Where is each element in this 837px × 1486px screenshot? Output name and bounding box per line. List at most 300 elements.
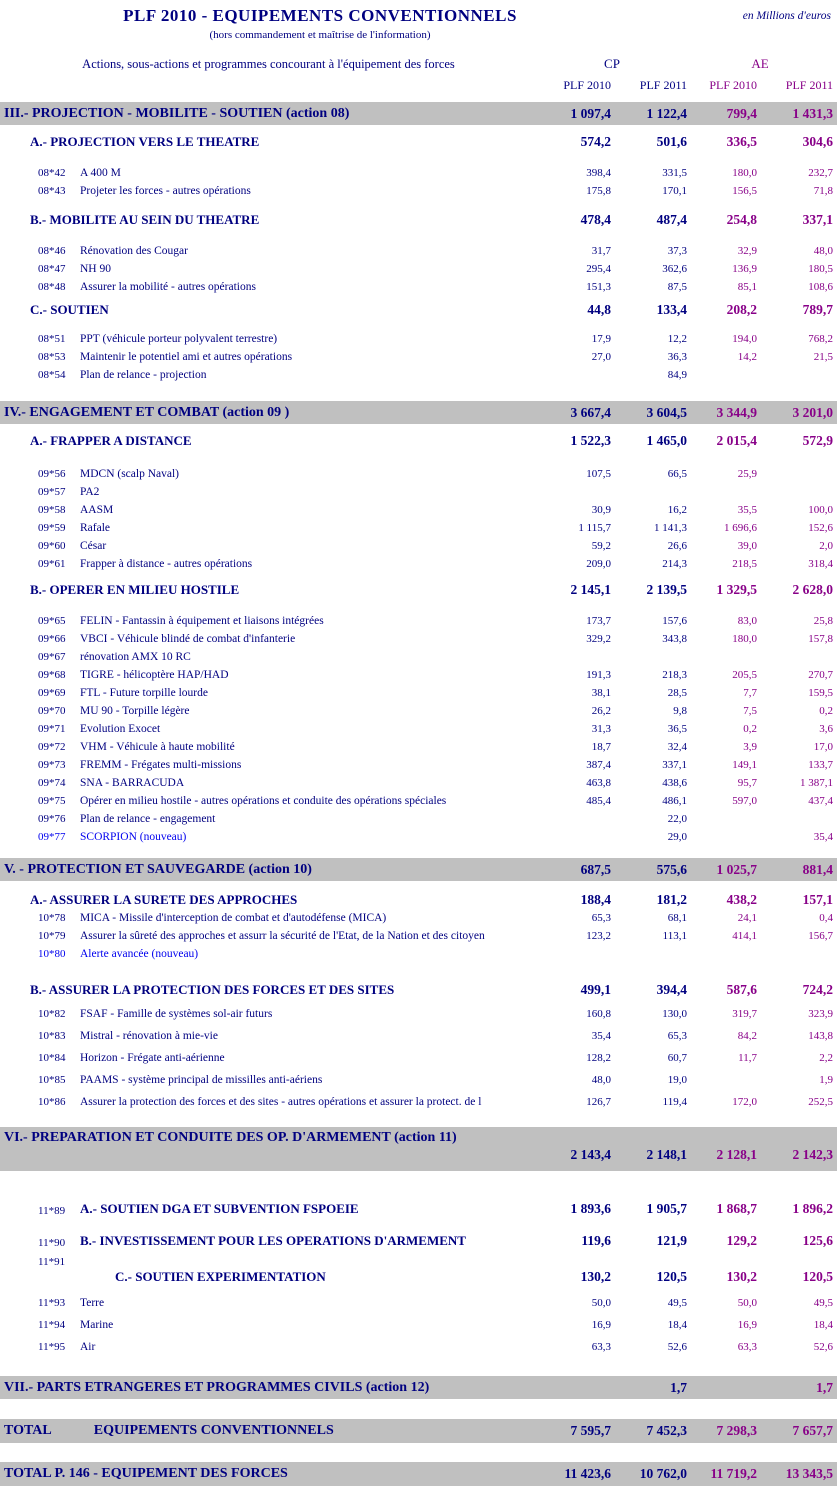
- column-group-header: [0, 56, 837, 72]
- row-spacer: [0, 1443, 837, 1462]
- value-c3-row59: 172,0: [732, 1096, 757, 1108]
- value-c3-row15: 194,0: [732, 333, 757, 345]
- program-row: [0, 756, 837, 774]
- row-label-cell: [0, 1466, 537, 1482]
- value-c4-row77: 13 343,5: [785, 1466, 833, 1481]
- row-label: B.- ASSURER LA PROTECTION DES FORCES ET DES SITES: [30, 982, 395, 997]
- program-row: [0, 242, 837, 260]
- value-c2-row50: 113,1: [662, 930, 687, 942]
- value-c2-row4: 331,5: [662, 167, 687, 179]
- row-spacer: [0, 384, 837, 401]
- program-row: [0, 164, 837, 182]
- subsection-row: [0, 133, 837, 151]
- row-label-cell: [0, 1201, 537, 1217]
- value-c1-row35: 191,3: [586, 669, 611, 681]
- program-code: 08*53: [38, 351, 66, 363]
- value-c3-row7: 254,8: [726, 212, 757, 227]
- row-spacer: [0, 1113, 837, 1127]
- row-label-cell: [0, 1341, 537, 1353]
- program-code: 09*67: [38, 651, 66, 663]
- row-spacer: [0, 450, 837, 465]
- row-label-cell: [0, 1297, 537, 1309]
- value-c1-row15: 17,9: [591, 333, 611, 345]
- value-c2-row33: 343,8: [662, 633, 687, 645]
- value-c3-row56: 84,2: [737, 1030, 757, 1042]
- value-c3-row2: 336,5: [726, 134, 757, 149]
- section-header-row: [0, 1462, 837, 1486]
- row-label-cell: [0, 582, 537, 598]
- program-row: [0, 1314, 837, 1336]
- value-c4-row70: 18,4: [813, 1319, 833, 1331]
- row-label: III.- PROJECTION - MOBILITE - SOUTIEN (action 08): [4, 105, 350, 121]
- value-c3-row77: 11 719,2: [710, 1466, 757, 1481]
- row-label-cell: [0, 1096, 537, 1108]
- value-c1-row59: 126,7: [586, 1096, 611, 1108]
- value-c3-row9: 32,9: [737, 245, 757, 257]
- value-c1-row25: 30,9: [591, 504, 611, 516]
- value-c3-row16: 14,2: [737, 351, 757, 363]
- row-label: A.- FRAPPER A DISTANCE: [30, 433, 192, 448]
- row-label-cell: [0, 185, 537, 197]
- value-c2-row23: 66,5: [667, 468, 687, 480]
- col-header-ae-plf2011: PLF 2011: [785, 78, 833, 92]
- value-c4-row19: 3 201,0: [792, 404, 833, 420]
- row-label: MU 90 - Torpille légère: [80, 705, 190, 717]
- value-c3-row53: 587,6: [726, 982, 757, 997]
- value-c4-row5: 71,8: [813, 185, 833, 197]
- row-label-cell: [0, 831, 537, 843]
- row-label-cell: [0, 669, 537, 681]
- row-label-cell: [0, 433, 537, 449]
- row-label-cell: [0, 1380, 537, 1396]
- value-c1-row16: 27,0: [591, 351, 611, 363]
- program-code: 09*61: [38, 558, 66, 570]
- program-code: 09*72: [38, 741, 66, 753]
- value-c1-row26: 1 115,7: [578, 522, 611, 534]
- program-code: 09*58: [38, 504, 66, 516]
- row-label-cell: [0, 245, 537, 257]
- section-title: VI.- PREPARATION ET CONDUITE DES OP. D'ARMEMENT (action 11): [4, 1130, 457, 1145]
- row-label-cell: [0, 369, 537, 381]
- value-c4-row38: 3,6: [819, 723, 833, 735]
- value-c3-row65: 129,2: [726, 1233, 757, 1248]
- value-c2-row39: 32,4: [667, 741, 687, 753]
- program-code: 09*66: [38, 633, 66, 645]
- value-c4-row49: 0,4: [819, 912, 833, 924]
- value-c4-row4: 232,7: [808, 167, 833, 179]
- value-c2-row48: 181,2: [656, 892, 687, 907]
- value-c4-row46: 881,4: [802, 861, 833, 877]
- program-code: 10*82: [38, 1008, 66, 1020]
- program-code: 11*94: [38, 1319, 66, 1331]
- value-c1-row10: 295,4: [586, 263, 611, 275]
- program-row: [0, 366, 837, 384]
- value-c3-row33: 180,0: [732, 633, 757, 645]
- row-spacer: [0, 151, 837, 164]
- row-label: A.- PROJECTION VERS LE THEATRE: [30, 134, 260, 149]
- actions-column-label: Actions, sous-actions et programmes concourant à l'équipement des forces: [82, 56, 455, 71]
- value-c4-row25: 100,0: [808, 504, 833, 516]
- value-c2-row42: 486,1: [662, 795, 687, 807]
- value-c2-row56: 65,3: [667, 1030, 687, 1042]
- subsection-row: [0, 432, 837, 450]
- value-c4-row11: 108,6: [808, 281, 833, 293]
- value-c3-row35: 205,5: [732, 669, 757, 681]
- value-c3-row32: 83,0: [737, 615, 757, 627]
- value-c2-row70: 18,4: [667, 1319, 687, 1331]
- row-label: Air: [80, 1341, 96, 1353]
- program-code: 11*95: [38, 1341, 66, 1353]
- value-c4-row30: 2 628,0: [792, 582, 833, 597]
- program-row: [0, 1003, 837, 1025]
- row-label-cell: [0, 281, 537, 293]
- row-label: Maintenir le potentiel ami et autres opérations: [80, 351, 293, 363]
- program-row: [0, 666, 837, 684]
- value-c2-row75: 7 452,3: [646, 1423, 687, 1438]
- row-label-cell: [0, 351, 537, 363]
- value-c3-row27: 39,0: [737, 540, 757, 552]
- row-label-cell: [0, 558, 537, 570]
- value-c3-row46: 1 025,7: [716, 861, 757, 877]
- program-code: 10*84: [38, 1052, 66, 1064]
- row-label-cell: [0, 405, 537, 421]
- value-c3-row71: 63,3: [737, 1341, 757, 1353]
- row-spacer: [0, 1358, 837, 1376]
- value-c4-row10: 180,5: [808, 263, 833, 275]
- value-c4-row73: 1,7: [816, 1379, 833, 1395]
- subsection-row: [0, 211, 837, 229]
- section-values: [0, 1147, 837, 1163]
- unit-label: en Millions d'euros: [742, 10, 831, 22]
- value-c2-row67: 120,5: [656, 1269, 687, 1284]
- value-c3-row75: 7 298,3: [716, 1423, 757, 1438]
- row-label-cell: [0, 1423, 537, 1439]
- value-c4-row75: 7 657,7: [792, 1423, 833, 1438]
- row-label: NH 90: [80, 263, 111, 275]
- program-row: [0, 330, 837, 348]
- value-c1-row46: 687,5: [580, 861, 611, 877]
- row-label: Marine: [80, 1319, 114, 1331]
- program-code: 11*89: [38, 1205, 66, 1217]
- value-c2-row46: 575,6: [656, 861, 687, 877]
- row-label: César: [80, 540, 107, 552]
- program-code: 09*75: [38, 795, 66, 807]
- value-c1-row36: 38,1: [591, 687, 611, 699]
- section-header-row: [0, 102, 837, 125]
- program-row: [0, 774, 837, 792]
- row-label-cell: [0, 912, 537, 924]
- value-c2-row41: 438,6: [662, 777, 687, 789]
- value-c3-row70: 16,9: [737, 1319, 757, 1331]
- value-c1-row0: 1 097,4: [570, 105, 611, 121]
- column-headers-plf: [0, 78, 837, 93]
- value-c4-row59: 252,5: [808, 1096, 833, 1108]
- value-c2-row77: 10 762,0: [639, 1466, 687, 1481]
- value-c1-row21: 1 522,3: [570, 433, 611, 448]
- row-label: Frapper à distance - autres opérations: [80, 558, 253, 570]
- section-header-row: [0, 1127, 837, 1171]
- value-c1-row67: 130,2: [580, 1269, 611, 1284]
- value-c1-row77: 11 423,6: [564, 1466, 611, 1481]
- value-c2-row19: 3 604,5: [646, 404, 687, 420]
- row-label: AASM: [80, 504, 114, 516]
- value-c4-row36: 159,5: [808, 687, 833, 699]
- row-label: SNA - BARRACUDA: [80, 777, 185, 789]
- program-code: 08*43: [38, 185, 66, 197]
- row-label-cell: [0, 540, 537, 552]
- value-c2-row65: 121,9: [656, 1233, 687, 1248]
- page-title: PLF 2010 - EQUIPEMENTS CONVENTIONNELS: [123, 6, 517, 25]
- row-label: B.- MOBILITE AU SEIN DU THEATRE: [30, 212, 260, 227]
- value-c1-row49: 65,3: [591, 912, 611, 924]
- code-only-row: [0, 1251, 837, 1267]
- program-code: 08*48: [38, 281, 66, 293]
- subsection-row: [0, 891, 837, 909]
- row-label-cell: [0, 615, 537, 627]
- row-label-cell: [0, 1233, 537, 1249]
- value-c4-row13: 789,7: [802, 302, 833, 317]
- program-row: [0, 1336, 837, 1358]
- value-c2-row28: 214,3: [662, 558, 687, 570]
- value-c4-row7: 337,1: [802, 212, 833, 227]
- row-label-cell: [0, 106, 537, 122]
- row-spacer: [0, 125, 837, 133]
- value-c4-row55: 323,9: [808, 1008, 833, 1020]
- row-label-cell: [0, 504, 537, 516]
- row-label: A.- ASSURER LA SURETE DES APPROCHES: [30, 892, 298, 907]
- value-c4-row71: 52,6: [813, 1341, 833, 1353]
- value-c2-row5: 170,1: [662, 185, 687, 197]
- value-c1-row70: 16,9: [591, 1319, 611, 1331]
- group-header-ae: AE: [751, 56, 769, 71]
- value-c2-row25: 16,2: [667, 504, 687, 516]
- program-code: 09*70: [38, 705, 66, 717]
- row-spacer: [0, 424, 837, 432]
- value-c3-row42: 597,0: [732, 795, 757, 807]
- program-row: [0, 684, 837, 702]
- value-c1-row2: 574,2: [580, 134, 611, 149]
- value-c1-row55: 160,8: [586, 1008, 611, 1020]
- value-c1-row42: 485,4: [586, 795, 611, 807]
- row-label: Assurer la mobilité - autres opérations: [80, 281, 256, 293]
- value-c4-row27: 2,0: [819, 540, 833, 552]
- row-label-cell: [0, 759, 537, 771]
- value-c2-row58: 19,0: [667, 1074, 687, 1086]
- row-label: VBCI - Véhicule blindé de combat d'infanterie: [80, 633, 296, 645]
- row-label-cell: [0, 930, 537, 942]
- row-label: Assurer la protection des forces et des sites - autres opérations et assurer la protect. de l: [80, 1096, 482, 1108]
- value-c2-row40: 337,1: [662, 759, 687, 771]
- program-code: 08*46: [38, 245, 66, 257]
- program-row: [0, 1025, 837, 1047]
- col-header-cp-plf2010: PLF 2010: [563, 78, 611, 92]
- value-c1-row7: 478,4: [580, 212, 611, 227]
- value-c1-row63: 1 893,6: [570, 1201, 611, 1216]
- program-code: 09*71: [38, 723, 66, 735]
- program-code: 09*68: [38, 669, 66, 681]
- program-row: [0, 810, 837, 828]
- code-cell: [0, 1250, 833, 1268]
- row-label-cell: [0, 1269, 537, 1285]
- value-c4-row39: 17,0: [813, 741, 833, 753]
- row-spacer: [0, 319, 837, 330]
- row-label: PA2: [80, 486, 100, 498]
- program-row: [0, 537, 837, 555]
- row-label: A.- SOUTIEN DGA ET SUBVENTION FSPOEIE: [80, 1201, 359, 1216]
- value-c3-row39: 3,9: [743, 741, 757, 753]
- value-c2-row61: 2 148,1: [646, 1147, 687, 1162]
- row-label: B.- OPERER EN MILIEU HOSTILE: [30, 582, 240, 597]
- program-row: [0, 519, 837, 537]
- row-label: MICA - Missile d'interception de combat et d'autodéfense (MICA): [80, 912, 387, 924]
- value-c3-row4: 180,0: [732, 167, 757, 179]
- value-c4-row2: 304,6: [802, 134, 833, 149]
- col-header-ae-plf2010: PLF 2010: [709, 78, 757, 92]
- value-c3-row38: 0,2: [743, 723, 757, 735]
- value-c2-row53: 394,4: [656, 982, 687, 997]
- row-label: MDCN (scalp Naval): [80, 468, 180, 480]
- value-c3-row49: 24,1: [737, 912, 757, 924]
- value-c2-row0: 1 122,4: [646, 105, 687, 121]
- value-c3-row26: 1 696,6: [724, 522, 757, 534]
- value-c4-row65: 125,6: [802, 1233, 833, 1248]
- value-c1-row23: 107,5: [586, 468, 611, 480]
- value-c3-row40: 149,1: [732, 759, 757, 771]
- value-c4-row35: 270,7: [808, 669, 833, 681]
- value-c2-row69: 49,5: [667, 1297, 687, 1309]
- value-c2-row37: 9,8: [673, 705, 687, 717]
- value-c1-row19: 3 667,4: [570, 404, 611, 420]
- subsection-row: [0, 1231, 837, 1251]
- program-code: 09*56: [38, 468, 66, 480]
- value-c3-row48: 438,2: [726, 892, 757, 907]
- value-c3-row57: 11,7: [738, 1052, 757, 1064]
- value-c4-row42: 437,4: [808, 795, 833, 807]
- program-row: [0, 483, 837, 501]
- subsection-row: [0, 1199, 837, 1219]
- value-c2-row43: 22,0: [667, 813, 687, 825]
- value-c3-row21: 2 015,4: [716, 433, 757, 448]
- row-label-cell: [0, 705, 537, 717]
- value-c2-row7: 487,4: [656, 212, 687, 227]
- program-code: 10*79: [38, 930, 66, 942]
- value-c1-row32: 173,7: [586, 615, 611, 627]
- row-label: Horizon - Frégate anti-aérienne: [80, 1052, 225, 1064]
- table-rows: [0, 102, 837, 1486]
- value-c4-row63: 1 896,2: [792, 1201, 833, 1216]
- program-code: 10*83: [38, 1030, 66, 1042]
- value-c1-row38: 31,3: [591, 723, 611, 735]
- value-c2-row59: 119,4: [662, 1096, 687, 1108]
- value-c4-row57: 2,2: [819, 1052, 833, 1064]
- value-c4-row15: 768,2: [808, 333, 833, 345]
- value-c3-row13: 208,2: [726, 302, 757, 317]
- program-row: [0, 792, 837, 810]
- value-c1-row40: 387,4: [586, 759, 611, 771]
- program-row: [0, 927, 837, 945]
- value-c2-row16: 36,3: [667, 351, 687, 363]
- value-c2-row36: 28,5: [667, 687, 687, 699]
- value-c1-row58: 48,0: [591, 1074, 611, 1086]
- row-spacer: [0, 573, 837, 581]
- value-c4-row28: 318,4: [808, 558, 833, 570]
- program-row: [0, 702, 837, 720]
- value-c3-row10: 136,9: [732, 263, 757, 275]
- value-c4-row56: 143,8: [808, 1030, 833, 1042]
- row-spacer: [0, 1399, 837, 1419]
- value-c1-row69: 50,0: [591, 1297, 611, 1309]
- section-header-row: [0, 401, 837, 424]
- row-label-cell: [0, 302, 537, 318]
- program-code: 10*78: [38, 912, 66, 924]
- value-c4-row40: 133,7: [808, 759, 833, 771]
- value-c2-row2: 501,6: [656, 134, 687, 149]
- value-c3-row5: 156,5: [732, 185, 757, 197]
- row-spacer: [0, 599, 837, 612]
- row-label: FREMM - Frégates multi-missions: [80, 759, 242, 771]
- program-row: [0, 278, 837, 296]
- value-c3-row28: 218,5: [732, 558, 757, 570]
- row-label: SCORPION (nouveau): [80, 831, 187, 843]
- row-label-cell: [0, 333, 537, 345]
- row-label: PPT (véhicule porteur polyvalent terrestre): [80, 333, 278, 345]
- subsection-row: [0, 981, 837, 999]
- program-row: [0, 1047, 837, 1069]
- value-c3-row41: 95,7: [737, 777, 757, 789]
- row-label-cell: [0, 651, 537, 663]
- row-label: TOTAL: [4, 1423, 52, 1438]
- value-c1-row5: 175,8: [586, 185, 611, 197]
- col-header-cp-plf2011: PLF 2011: [639, 78, 687, 92]
- row-label-cell: [0, 892, 537, 908]
- row-label-cell: [0, 982, 537, 998]
- row-label-cell: [0, 263, 537, 275]
- section-header-row: [0, 858, 837, 881]
- value-c3-row69: 50,0: [737, 1297, 757, 1309]
- value-c1-row37: 26,2: [591, 705, 611, 717]
- row-spacer: [0, 846, 837, 858]
- row-label: B.- INVESTISSEMENT POUR LES OPERATIONS D'ARMEMENT: [80, 1233, 466, 1248]
- row-label: Evolution Exocet: [80, 723, 161, 735]
- row-label-cell: [0, 795, 537, 807]
- program-row: [0, 720, 837, 738]
- value-c2-row57: 60,7: [667, 1052, 687, 1064]
- value-c1-row30: 2 145,1: [570, 582, 611, 597]
- value-c2-row11: 87,5: [667, 281, 687, 293]
- value-c2-row63: 1 905,7: [646, 1201, 687, 1216]
- value-c4-row44: 35,4: [813, 831, 833, 843]
- row-label-cell: [0, 723, 537, 735]
- row-label: IV.- ENGAGEMENT ET COMBAT (action 09 ): [4, 404, 290, 420]
- value-c3-row25: 35,5: [737, 504, 757, 516]
- value-c2-row13: 133,4: [656, 302, 687, 317]
- program-row: [0, 909, 837, 927]
- row-label: Alerte avancée (nouveau): [80, 948, 199, 960]
- document-header: [0, 0, 837, 93]
- value-c2-row38: 36,5: [667, 723, 687, 735]
- row-spacer: [0, 1219, 837, 1231]
- row-label-cell: [0, 1074, 537, 1086]
- row-label: VHM - Véhicule à haute mobilité: [80, 741, 235, 753]
- value-c4-row21: 572,9: [802, 433, 833, 448]
- row-label-cell: [0, 468, 537, 480]
- value-c4-row16: 21,5: [813, 351, 833, 363]
- value-c2-row73: 1,7: [670, 1379, 687, 1395]
- value-c3-row63: 1 868,7: [716, 1201, 757, 1216]
- value-c4-row48: 157,1: [802, 892, 833, 907]
- row-label-cell: [0, 633, 537, 645]
- program-row: [0, 738, 837, 756]
